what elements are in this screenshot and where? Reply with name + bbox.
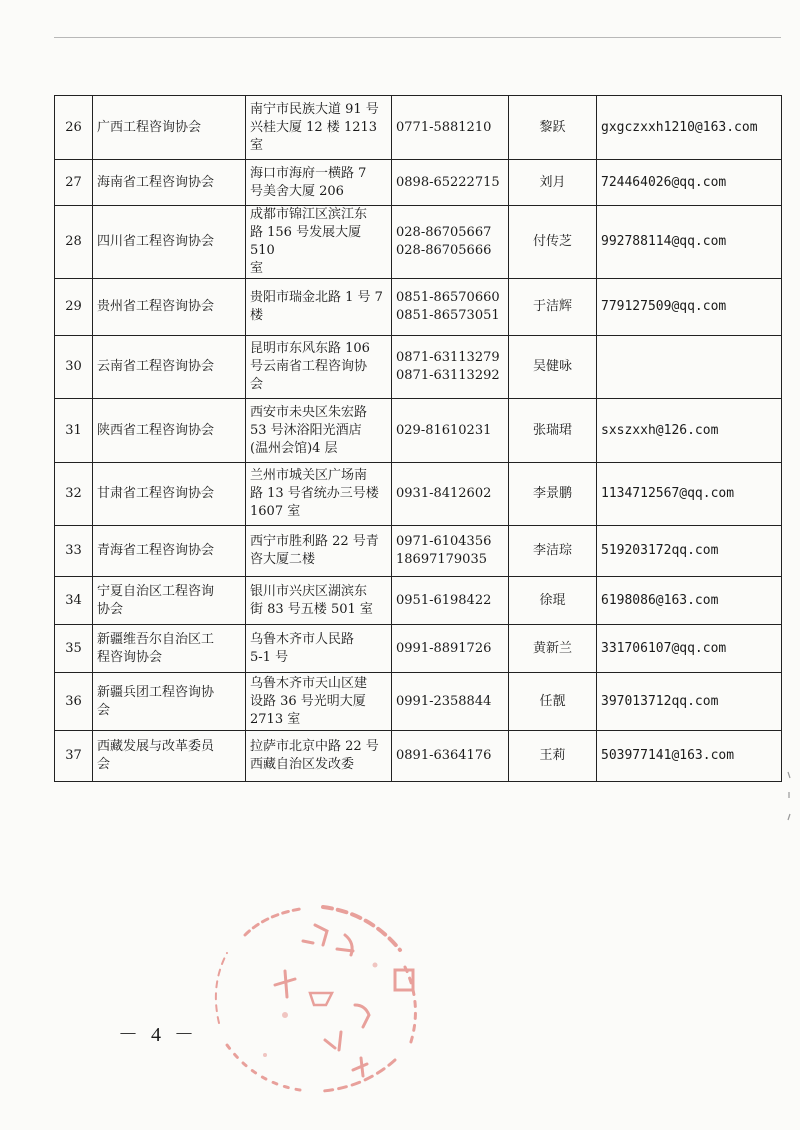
phone-number: 0851-86570660 0851-86573051 — [396, 290, 500, 323]
email-address-cell — [597, 279, 782, 336]
organization-name: 海南省工程咨询协会 — [97, 174, 215, 190]
table-row — [55, 206, 782, 279]
contact-person-cell — [509, 160, 597, 206]
phone-number-cell — [392, 463, 509, 526]
phone-number: 0771-5881210 — [396, 119, 492, 135]
contact-person: 吴健咏 — [532, 359, 572, 374]
contact-person-cell — [509, 577, 597, 625]
row-number: 33 — [65, 543, 82, 558]
row-number: 32 — [65, 486, 82, 501]
email-address-cell — [597, 160, 782, 206]
email-address: 1134712567@qq.com — [601, 486, 735, 501]
contact-person: 王莉 — [539, 748, 566, 763]
contact-person: 李景鹏 — [532, 486, 572, 501]
address: 西宁市胜利路 22 号青 咨大厦二楼 — [250, 534, 379, 567]
organization-name: 甘肃省工程咨询协会 — [97, 486, 215, 501]
email-address-cell — [597, 673, 782, 731]
contact-person-cell — [509, 731, 597, 782]
organization-name-cell — [93, 399, 246, 463]
organization-name-cell — [93, 279, 246, 336]
address-cell — [246, 673, 392, 731]
address-cell — [246, 279, 392, 336]
page-number: － 4 － — [118, 1024, 198, 1046]
phone-number: 0991-2358844 — [396, 693, 492, 709]
table-row — [55, 160, 782, 206]
row-number: 26 — [65, 119, 82, 135]
email-address: gxgczxxh1210@163.com — [601, 119, 758, 135]
address-cell — [246, 625, 392, 673]
row-number-cell — [55, 463, 93, 526]
address-cell — [246, 463, 392, 526]
address-cell — [246, 206, 392, 279]
organization-name: 云南省工程咨询协会 — [97, 359, 215, 374]
phone-number: 0931-8412602 — [396, 486, 492, 501]
address-cell — [246, 336, 392, 399]
email-address-cell — [597, 336, 782, 399]
contact-person: 付传芝 — [532, 234, 572, 249]
phone-number: 0898-65222715 — [396, 174, 500, 190]
email-address: 331706107@qq.com — [601, 640, 727, 656]
row-number-cell — [55, 399, 93, 463]
table-row — [55, 577, 782, 625]
phone-number-cell — [392, 336, 509, 399]
organization-name-cell — [93, 463, 246, 526]
row-number: 31 — [65, 422, 82, 438]
phone-number: 0871-63113279 0871-63113292 — [396, 350, 500, 383]
organization-name-cell — [93, 526, 246, 577]
row-number: 35 — [65, 640, 82, 656]
organization-name-cell — [93, 96, 246, 160]
row-number-cell — [55, 673, 93, 731]
phone-number-cell — [392, 731, 509, 782]
row-number-cell — [55, 577, 93, 625]
official-seal-stamp — [205, 895, 430, 1095]
email-address-cell — [597, 96, 782, 160]
address: 兰州市城关区广场南 路 13 号省统办三号楼 1607 室 — [250, 468, 379, 519]
email-address-cell — [597, 463, 782, 526]
row-number-cell — [55, 731, 93, 782]
address: 海口市海府一横路 7 号美舍大厦 206 — [250, 165, 367, 199]
contact-person-cell — [509, 625, 597, 673]
row-number: 30 — [65, 359, 82, 374]
email-address-cell — [597, 399, 782, 463]
table-row — [55, 673, 782, 731]
organization-name: 西藏发展与改革委员 会 — [97, 739, 215, 772]
address: 拉萨市北京中路 22 号 西藏自治区发改委 — [250, 739, 379, 772]
contact-person-cell — [509, 673, 597, 731]
row-number: 27 — [65, 174, 82, 190]
phone-number-cell — [392, 206, 509, 279]
address: 成都市锦江区滨江东 路 156 号发展大厦 510 室 — [250, 207, 368, 276]
table-row — [55, 463, 782, 526]
address: 西安市未央区朱宏路 53 号沐浴阳光酒店 (温州会馆)4 层 — [250, 404, 368, 456]
email-address: 397013712qq.com — [601, 693, 719, 709]
address-cell — [246, 96, 392, 160]
phone-number-cell — [392, 673, 509, 731]
address: 乌鲁木齐市人民路 5-1 号 — [250, 631, 355, 665]
contact-person: 李洁琮 — [532, 543, 572, 558]
organization-name: 广西工程咨询协会 — [97, 119, 202, 135]
row-number: 29 — [65, 299, 82, 314]
row-number-cell — [55, 206, 93, 279]
phone-number: 0951-6198422 — [396, 592, 492, 608]
row-number-cell — [55, 336, 93, 399]
address-cell — [246, 160, 392, 206]
organization-name: 陕西省工程咨询协会 — [97, 422, 215, 438]
phone-number: 028-86705667 028-86705666 — [396, 225, 492, 258]
phone-number-cell — [392, 399, 509, 463]
address-cell — [246, 526, 392, 577]
contact-person: 于洁辉 — [532, 299, 572, 314]
email-address: 724464026@qq.com — [601, 174, 727, 190]
phone-number: 0991-8891726 — [396, 640, 492, 656]
contact-person-cell — [509, 399, 597, 463]
contact-person-cell — [509, 96, 597, 160]
organization-name-cell — [93, 206, 246, 279]
organization-name: 新疆维吾尔自治区工 程咨询协会 — [97, 631, 215, 665]
address: 贵阳市瑞金北路 1 号 7 楼 — [250, 290, 383, 323]
contacts-table-body — [55, 96, 782, 782]
row-number-cell — [55, 526, 93, 577]
row-number-cell — [55, 625, 93, 673]
organization-name: 四川省工程咨询协会 — [97, 234, 215, 249]
email-address: 6198086@163.com — [601, 592, 719, 608]
table-row — [55, 96, 782, 160]
phone-number: 0971-6104356 18697179035 — [396, 534, 492, 567]
contact-person: 黎跃 — [539, 119, 566, 135]
phone-number-cell — [392, 160, 509, 206]
table-row — [55, 336, 782, 399]
address: 南宁市民族大道 91 号 兴桂大厦 12 楼 1213 室 — [250, 101, 379, 153]
address-cell — [246, 399, 392, 463]
phone-number-cell — [392, 625, 509, 673]
email-address-cell — [597, 731, 782, 782]
email-address: sxszxxh@126.com — [601, 422, 719, 438]
phone-number-cell — [392, 279, 509, 336]
email-address-cell — [597, 625, 782, 673]
row-number: 37 — [65, 748, 82, 763]
contact-person-cell — [509, 279, 597, 336]
contact-person: 徐琨 — [539, 592, 566, 608]
address-cell — [246, 731, 392, 782]
row-number: 34 — [65, 592, 82, 608]
email-address: 992788114@qq.com — [601, 234, 727, 249]
contact-person: 刘月 — [539, 174, 566, 190]
email-address: 519203172qq.com — [601, 543, 719, 558]
organization-name: 宁夏自治区工程咨询 协会 — [97, 583, 215, 617]
organization-name-cell — [93, 160, 246, 206]
organization-name-cell — [93, 731, 246, 782]
phone-number-cell — [392, 577, 509, 625]
page-top-rule — [54, 37, 781, 38]
address: 银川市兴庆区湖滨东 街 83 号五楼 501 室 — [250, 583, 373, 617]
contacts-table — [54, 95, 782, 782]
row-number-cell — [55, 160, 93, 206]
margin-scan-marks — [785, 770, 795, 830]
organization-name-cell — [93, 336, 246, 399]
row-number-cell — [55, 96, 93, 160]
phone-number: 029-81610231 — [396, 422, 492, 438]
contact-person-cell — [509, 463, 597, 526]
phone-number-cell — [392, 96, 509, 160]
email-address-cell — [597, 526, 782, 577]
table-row — [55, 526, 782, 577]
phone-number: 0891-6364176 — [396, 748, 492, 763]
contact-person: 张瑞珺 — [532, 422, 572, 438]
organization-name: 青海省工程咨询协会 — [97, 543, 215, 558]
organization-name: 贵州省工程咨询协会 — [97, 299, 215, 314]
address-cell — [246, 577, 392, 625]
organization-name-cell — [93, 625, 246, 673]
address: 昆明市东风东路 106 号云南省工程咨询协 会 — [250, 341, 370, 392]
address: 乌鲁木齐市天山区建 设路 36 号光明大厦 2713 室 — [250, 675, 368, 727]
phone-number-cell — [392, 526, 509, 577]
email-address: 503977141@163.com — [601, 748, 735, 763]
contact-person: 任靓 — [539, 693, 566, 709]
table-row — [55, 399, 782, 463]
contact-person-cell — [509, 336, 597, 399]
organization-name-cell — [93, 577, 246, 625]
table-row — [55, 731, 782, 782]
contact-person: 黄新兰 — [532, 640, 572, 656]
organization-name-cell — [93, 673, 246, 731]
table-row — [55, 279, 782, 336]
row-number-cell — [55, 279, 93, 336]
email-address: 779127509@qq.com — [601, 299, 727, 314]
organization-name: 新疆兵团工程咨询协 会 — [97, 684, 215, 718]
contact-person-cell — [509, 526, 597, 577]
row-number: 28 — [65, 234, 82, 249]
email-address-cell — [597, 206, 782, 279]
email-address-cell — [597, 577, 782, 625]
contact-person-cell — [509, 206, 597, 279]
row-number: 36 — [65, 693, 82, 709]
table-row — [55, 625, 782, 673]
